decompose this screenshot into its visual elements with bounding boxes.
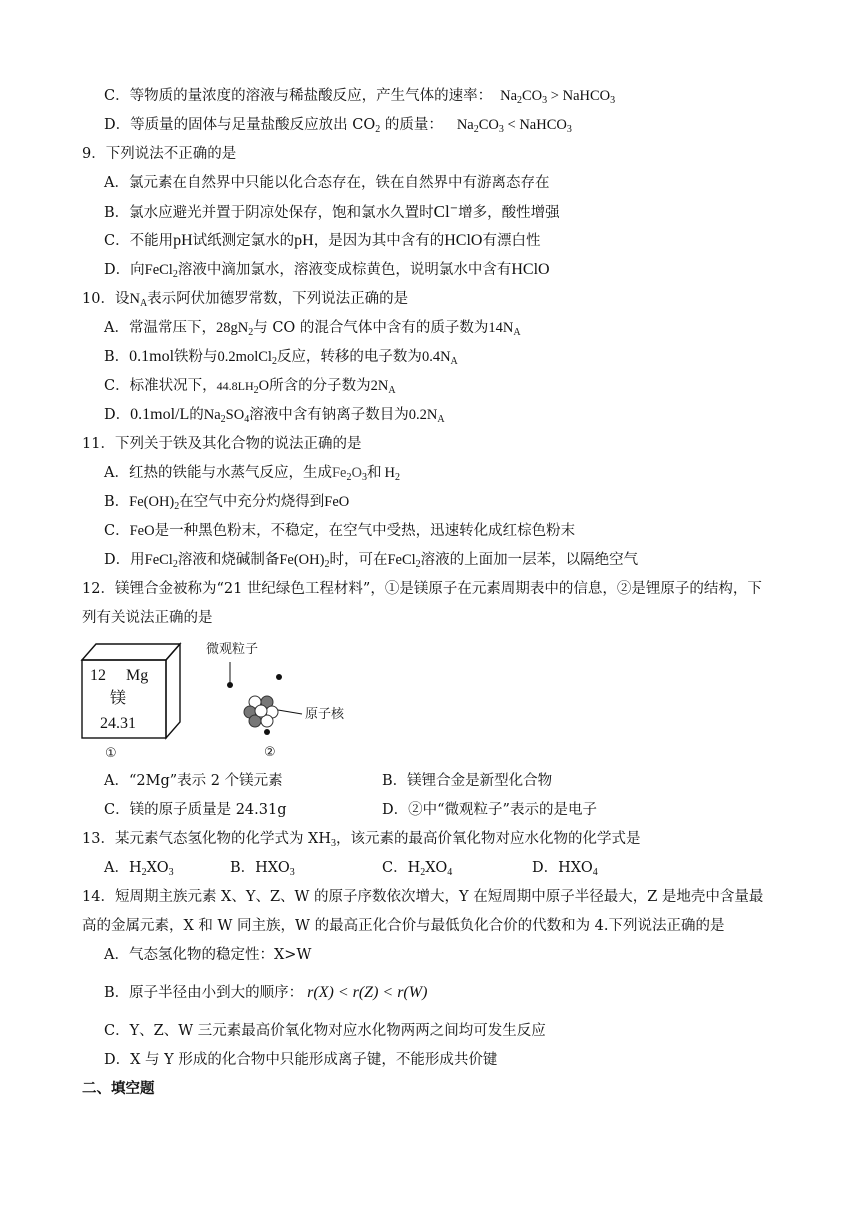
q9-option-a: A．氯元素在自然界中只能以化合态存在，铁在自然界中有游离态存在 [104,175,550,191]
q11-option-b: B．$Fe(OH)_2$在空气中充分灼烧得到FeO [104,494,350,512]
q10-option-d: D．0.1mol/L的$Na_2SO_4$溶液中含有钠离子数目为$0.2N_A$ [104,406,445,425]
element-symbol: Mg [126,667,149,684]
q12-stem-line1: 12．镁锂合金被称为“21 世纪绿色工程材料”，①是镁原子在元素周期表中的信息，②是锂原子的结构，下 [82,581,762,597]
electron-dot [264,729,270,735]
q10-option-a: A．常温常压下，$28gN_2$与 CO 的混合气体中含有的质子数为$14N_A$ [104,320,521,338]
nucleus-icon [244,696,278,727]
q11-option-c: C．FeO是一种黑色粉末，不稳定，在空气中受热，迅速转化成红棕色粉末 [104,523,576,539]
q9-option-c: C．不能用pH试纸测定氯水的pH，是因为其中含有的HClO有漂白性 [104,232,541,249]
q8-option-d: D．等质量的固体与足量盐酸反应放出 $CO_2$ 的质量： $Na_2CO_3$ < NaHCO$_3$ [104,117,572,135]
q14-option-a: A．气态氢化物的稳定性：X>W [104,947,312,963]
q14-stem-line2: 高的金属元素，X 和 W 同主族，W 的最高正化合价与最低负化合价的代数和为 4.下列说法正确的是 [82,918,725,934]
q13-option-c: C．$H_2XO_4$ [382,860,453,878]
q10-option-c: C．标准状况下，$44.8LH_2O$所含的分子数为$2N_A$ [104,378,396,396]
q11-option-d: D．用FeCl$_2$溶液和烧碱制备$Fe(OH)_2$时，可在FeCl$_2$溶液的上面加一层苯，以隔绝空气 [104,552,639,570]
q14-option-d: D．X 与 Y 形成的化合物中只能形成离子键，不能形成共价键 [104,1052,498,1068]
q12-figure [80,640,380,765]
q13-option-b: B．$HXO_3$ [230,860,295,878]
q13-option-a: A．$H_2XO_3$ [104,860,174,878]
q10-option-b: B．0.1mol铁粉与0.2molCl$_2$反应，转移的电子数为$0.4N_A$ [104,348,458,367]
q14-stem-line1: 14．短周期主族元素 X、Y、Z、W 的原子序数依次增大，Y 在短周期中原子半径最大，Z 是地壳中含量最 [82,889,764,905]
q13-stem: 13．某元素气态氢化物的化学式为 $XH_3$，该元素的最高价氧化物对应水化物的化学式是 [82,831,641,849]
q13-option-d: D．$HXO_4$ [532,860,598,878]
section-heading: 二、填空题 [82,1080,155,1097]
nucleus-label: 原子核 [305,707,345,722]
element-number: 12 [90,667,106,684]
q12-option-b: B．镁锂合金是新型化合物 [382,773,553,789]
electron-dot [276,674,282,680]
q9-option-d: D．向FeCl$_2$溶液中滴加氯水，溶液变成棕黄色，说明氯水中含有HClO [104,261,550,280]
q9-option-b: B．氯水应避光并置于阴凉处保存，饱和氯水久置时Cl−增多，酸性增强 [104,202,560,221]
q11-option-a: A．红热的铁能与水蒸气反应，生成$Fe_2O_3$和 $H_2$ [104,465,400,483]
q10-stem: 10．设$N_A$表示阿伏加德罗常数，下列说法正确的是 [82,291,409,309]
q14-option-b: B．原子半径由小到大的顺序： r(X) < r(Z) < r(W) [104,984,428,1001]
nucleus-pointer [278,710,302,714]
q12-stem-line2: 列有关说法正确的是 [82,610,213,626]
figure-label-2: ② [264,745,276,760]
figure-label-1: ① [105,746,117,761]
q12-option-d: D．②中“微观粒子”表示的是电子 [382,802,597,818]
q9-stem: 9．下列说法不正确的是 [82,146,237,162]
q12-option-a: A．“2Mg”表示 2 个镁元素 [104,773,283,789]
element-mass: 24.31 [100,715,136,732]
q14-option-c: C．Y、Z、W 三元素最高价氧化物对应水化物两两之间均可发生反应 [104,1023,546,1039]
q12-option-c: C．镁的原子质量是 24.31g [104,802,287,818]
q11-stem: 11．下列关于铁及其化合物的说法正确的是 [82,436,362,452]
q8-option-c: C．等物质的量浓度的溶液与稀盐酸反应，产生气体的速率： $Na_2CO_3$ > NaHCO$_3$ [104,88,616,106]
particle-label: 微观粒子 [206,642,259,657]
element-name: 镁 [110,690,127,707]
